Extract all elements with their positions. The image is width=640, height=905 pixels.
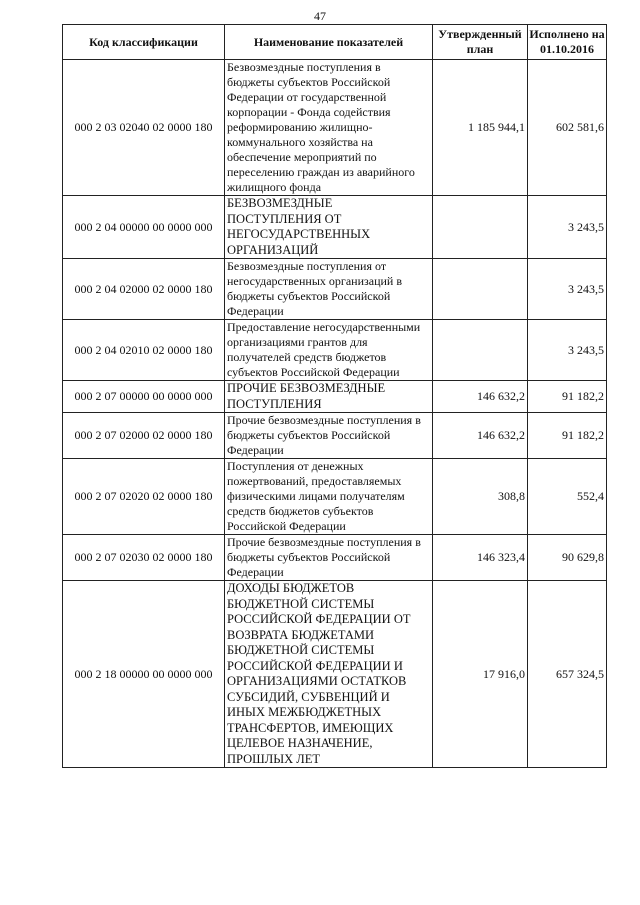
executed-amount: 90 629,8	[528, 535, 607, 581]
executed-amount: 552,4	[528, 459, 607, 535]
indicator-name: ДОХОДЫ БЮДЖЕТОВ БЮДЖЕТНОЙ СИСТЕМЫ РОССИЙСКОЙ ФЕДЕРАЦИИ ОТ ВОЗВРАТА БЮДЖЕТАМИ БЮДЖЕТНОЙ СИСТЕМЫ РОССИЙСКОЙ ФЕДЕРАЦИИ И ОРГАНИЗАЦИЯМИ ОСТАТКОВ СУБСИДИЙ, СУБВЕНЦИЙ И ИНЫХ МЕЖБЮДЖЕТНЫХ ТРАНСФЕРТОВ, ИМЕЮЩИХ ЦЕЛЕВОЕ НАЗНАЧЕНИЕ, ПРОШЛЫХ ЛЕТ	[225, 581, 433, 768]
executed-amount: 602 581,6	[528, 60, 607, 196]
classification-code: 000 2 04 02010 02 0000 180	[63, 320, 225, 381]
table-header	[63, 25, 607, 60]
classification-code: 000 2 07 00000 00 0000 000	[63, 381, 225, 413]
approved-plan	[433, 196, 528, 259]
approved-plan: 1 185 944,1	[433, 60, 528, 196]
indicator-name: Безвозмездные поступления от негосударственных организаций в бюджеты субъектов Российской Федерации	[225, 259, 433, 320]
executed-amount: 91 182,2	[528, 381, 607, 413]
classification-code: 000 2 07 02030 02 0000 180	[63, 535, 225, 581]
table-row	[63, 581, 607, 768]
executed-amount: 3 243,5	[528, 196, 607, 259]
indicator-name: Поступления от денежных пожертвований, предоставляемых физическими лицами получателям средств бюджетов субъектов Российской Федерации	[225, 459, 433, 535]
indicator-name: Предоставление негосударственными организациями грантов для получателей средств бюджетов субъектов Российской Федерации	[225, 320, 433, 381]
approved-plan: 17 916,0	[433, 581, 528, 768]
indicator-name: ПРОЧИЕ БЕЗВОЗМЕЗДНЫЕ ПОСТУПЛЕНИЯ	[225, 381, 433, 413]
approved-plan: 146 323,4	[433, 535, 528, 581]
executed-amount: 3 243,5	[528, 259, 607, 320]
header-plan: Утвержденный план	[433, 25, 528, 60]
indicator-name: Безвозмездные поступления в бюджеты субъектов Российской Федерации от государственной корпорации - Фонда содействия реформированию жилищно-коммунального хозяйства на обеспечение мероприятий по переселению граждан из аварийного жилищного фонда	[225, 60, 433, 196]
table-body	[63, 60, 607, 768]
header-executed: Исполнено на 01.10.2016	[528, 25, 607, 60]
classification-code: 000 2 04 00000 00 0000 000	[63, 196, 225, 259]
indicator-name: Прочие безвозмездные поступления в бюджеты субъектов Российской Федерации	[225, 413, 433, 459]
classification-code: 000 2 18 00000 00 0000 000	[63, 581, 225, 768]
classification-code: 000 2 03 02040 02 0000 180	[63, 60, 225, 196]
executed-amount: 3 243,5	[528, 320, 607, 381]
executed-amount: 657 324,5	[528, 581, 607, 768]
table-row	[63, 535, 607, 581]
table-row	[63, 196, 607, 259]
header-name: Наименование показателей	[225, 25, 433, 60]
table-row	[63, 413, 607, 459]
approved-plan	[433, 259, 528, 320]
approved-plan: 308,8	[433, 459, 528, 535]
classification-code: 000 2 07 02000 02 0000 180	[63, 413, 225, 459]
page-number: 47	[314, 9, 326, 23]
classification-code: 000 2 07 02020 02 0000 180	[63, 459, 225, 535]
approved-plan: 146 632,2	[433, 413, 528, 459]
approved-plan	[433, 320, 528, 381]
budget-table	[62, 24, 607, 768]
classification-code: 000 2 04 02000 02 0000 180	[63, 259, 225, 320]
table-row	[63, 381, 607, 413]
indicator-name: БЕЗВОЗМЕЗДНЫЕ ПОСТУПЛЕНИЯ ОТ НЕГОСУДАРСТВЕННЫХ ОРГАНИЗАЦИЙ	[225, 196, 433, 259]
table-row	[63, 60, 607, 196]
header-code: Код классификации	[63, 25, 225, 60]
executed-amount: 91 182,2	[528, 413, 607, 459]
table-row	[63, 259, 607, 320]
indicator-name: Прочие безвозмездные поступления в бюджеты субъектов Российской Федерации	[225, 535, 433, 581]
table-row	[63, 320, 607, 381]
approved-plan: 146 632,2	[433, 381, 528, 413]
header-row	[63, 25, 607, 60]
table-row	[63, 459, 607, 535]
